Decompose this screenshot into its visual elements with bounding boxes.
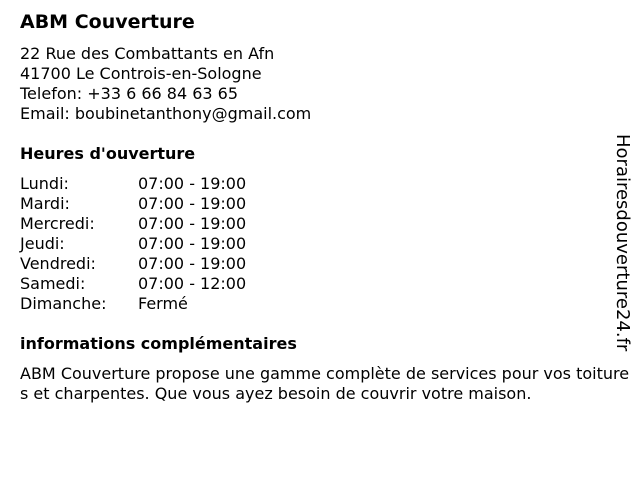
day-label: Mardi:: [20, 194, 70, 213]
phone-number: Telefon: +33 6 66 84 63 65: [20, 84, 239, 103]
address-line-2: 41700 Le Controis-en-Sologne: [20, 64, 262, 83]
contact-block: [20, 44, 311, 124]
info-description: ABM Couverture propose une gamme complète de services pour vos toitures et charpentes. Que vous ayez besoin de couvrir votre maison.: [20, 364, 630, 403]
hours-row-tuesday: [20, 194, 246, 214]
day-label: Lundi:: [20, 174, 69, 193]
day-time: 07:00 - 19:00: [138, 174, 247, 193]
hours-row-wednesday: [20, 214, 246, 234]
address-line-1: 22 Rue des Combattants en Afn: [20, 44, 275, 63]
business-name: ABM Couverture: [20, 11, 195, 33]
hours-row-friday: [20, 254, 246, 274]
day-time: 07:00 - 19:00: [138, 254, 247, 273]
day-time: Fermé: [138, 294, 188, 313]
hours-table: [20, 174, 246, 314]
hours-row-monday: [20, 174, 246, 194]
day-time: 07:00 - 19:00: [138, 234, 247, 253]
day-label: Vendredi:: [20, 254, 96, 273]
day-time: 07:00 - 12:00: [138, 274, 247, 293]
hours-heading: Heures d'ouverture: [20, 144, 196, 163]
site-watermark: Horairesdouverture24.fr: [612, 134, 633, 352]
hours-row-saturday: [20, 274, 246, 294]
day-time: 07:00 - 19:00: [138, 194, 247, 213]
day-label: Samedi:: [20, 274, 86, 293]
email-address: Email: boubinetanthony@gmail.com: [20, 104, 312, 123]
day-label: Mercredi:: [20, 214, 95, 233]
hours-row-thursday: [20, 234, 246, 254]
day-label: Dimanche:: [20, 294, 107, 313]
day-time: 07:00 - 19:00: [138, 214, 247, 233]
hours-row-sunday: [20, 294, 246, 314]
info-heading: informations complémentaires: [20, 334, 297, 353]
day-label: Jeudi:: [20, 234, 65, 253]
